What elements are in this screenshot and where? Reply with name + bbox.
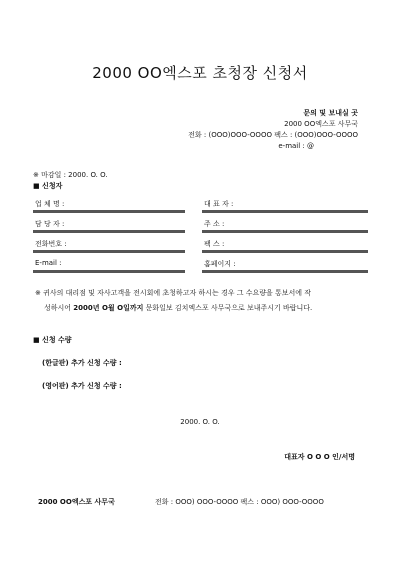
email-label: E-mail :	[35, 259, 62, 267]
company-field-line[interactable]	[33, 210, 185, 213]
representative-field-line[interactable]	[202, 210, 368, 213]
fax-field-line[interactable]	[202, 250, 368, 253]
notice-text	[35, 286, 370, 316]
homepage-field-line[interactable]	[202, 270, 368, 273]
notice-line-2: 성하시어 2000년 O월 O일까지 문화일보 김치엑스포 사무국으로 보내주시기 바랍니다.	[44, 304, 313, 312]
signature-line[interactable]: 대표자 O O O 인/서명	[284, 453, 355, 461]
deadline: ※ 마감일 : 2000. O. O.	[33, 171, 108, 179]
contact-heading: 문의 및 보내실 곳	[303, 109, 358, 117]
notice-deadline: 2000년 O월 O일까지	[73, 304, 144, 312]
manager-field-line[interactable]	[33, 230, 185, 233]
footer-office: 2000 OO엑스포 사무국	[38, 498, 115, 506]
company-label: 업 체 명 :	[35, 200, 65, 208]
phone-field-line[interactable]	[33, 250, 185, 253]
manager-label: 담 당 자 :	[35, 220, 65, 228]
applicant-heading: ■ 신청자	[33, 182, 63, 190]
phone-label: 전화번호 :	[35, 240, 67, 248]
quantity-heading: ■ 신청 수량	[33, 336, 72, 344]
homepage-label: 홈페이지 :	[204, 260, 236, 268]
issue-date: 2000. O. O.	[180, 418, 220, 426]
address-label: 주 소 :	[204, 220, 225, 228]
address-field-line[interactable]	[202, 230, 368, 233]
contact-phone-fax: 전화 : (OOO)OOO-OOOO 팩스 : (OOO)OOO-OOOO	[188, 131, 358, 139]
representative-label: 대 표 자 :	[204, 200, 234, 208]
page-title: 2000 OO엑스포 초청장 신청서	[92, 64, 308, 82]
email-field-line[interactable]	[33, 270, 185, 273]
contact-office: 2000 OO엑스포 사무국	[284, 120, 358, 128]
fax-label: 팩 스 :	[204, 240, 225, 248]
footer-contact: 전화 : OOO) OOO-OOOO 팩스 : OOO) OOO-OOOO	[155, 498, 324, 506]
notice-line-1: ※ 귀사의 대리점 및 자사고객을 전시회에 초청하고자 하시는 경우 그 수요량을 통보서에 작	[35, 289, 311, 297]
english-quantity-field[interactable]: (영어판) 추가 신청 수량 :	[42, 382, 122, 390]
contact-email: e-mail : @	[278, 142, 314, 150]
korean-quantity-field[interactable]: (한글판) 추가 신청 수량 :	[42, 359, 122, 367]
